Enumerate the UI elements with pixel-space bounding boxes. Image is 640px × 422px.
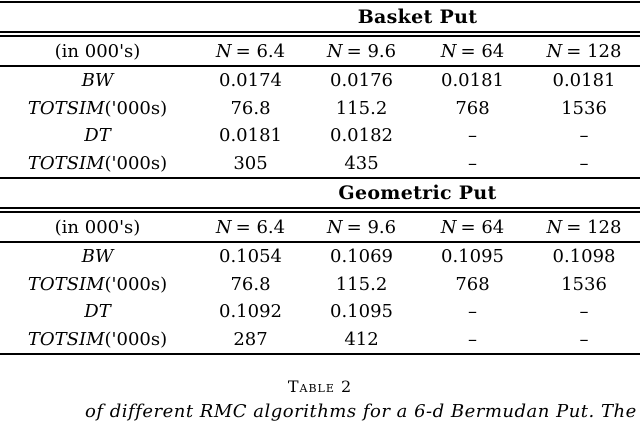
cell-value: 0.1092 bbox=[219, 301, 282, 323]
cell-value: 76.8 bbox=[230, 273, 271, 295]
section-geometric-title-row bbox=[0, 179, 640, 207]
table-row-totsim bbox=[0, 271, 640, 299]
cell-value: 115.2 bbox=[335, 97, 388, 119]
row-label-main: TOTSIM bbox=[27, 328, 105, 350]
cell-value: 0.1098 bbox=[552, 246, 616, 268]
table-row-dt bbox=[0, 122, 640, 150]
row-label bbox=[0, 329, 195, 350]
results-table bbox=[0, 1, 640, 355]
table-row-bw bbox=[0, 67, 640, 95]
column-header-var: N bbox=[440, 40, 457, 62]
cell-value: 115.2 bbox=[335, 273, 388, 295]
table-caption-label: Table 2 bbox=[287, 377, 353, 396]
column-header-eq: = 128 bbox=[566, 40, 622, 62]
table-caption-text: of different RMC algorithms for a 6-d Bermudan Put. The bbox=[85, 401, 637, 422]
column-header-eq: = 9.6 bbox=[346, 216, 397, 238]
column-header-eq: = 6.4 bbox=[235, 216, 286, 238]
column-header bbox=[417, 41, 528, 62]
cell-value: – bbox=[579, 152, 589, 174]
cell-value: 435 bbox=[344, 152, 379, 174]
cell-value: 287 bbox=[233, 328, 268, 350]
row-label bbox=[0, 301, 195, 322]
row-label bbox=[0, 70, 195, 91]
column-header-var: N bbox=[215, 40, 232, 62]
section-basket-title-row bbox=[0, 3, 640, 31]
column-header-var: N bbox=[326, 40, 343, 62]
cell-value: – bbox=[468, 328, 477, 350]
row-label-main: DT bbox=[84, 125, 111, 147]
cell-value: 412 bbox=[344, 328, 379, 350]
row-label-suffix: ('000s) bbox=[104, 152, 168, 174]
row-label-suffix: ('000s) bbox=[104, 273, 168, 295]
table-row-totsim bbox=[0, 326, 640, 354]
row-label bbox=[0, 125, 195, 146]
column-header-eq: = 9.6 bbox=[346, 40, 397, 62]
row-label-main: TOTSIM bbox=[27, 273, 105, 295]
cell-value: 0.0181 bbox=[441, 70, 504, 92]
cell-value: 0.0182 bbox=[330, 125, 393, 147]
cell-value: 1536 bbox=[561, 97, 607, 119]
column-header-eq: = 6.4 bbox=[235, 40, 286, 62]
column-header-eq: = 64 bbox=[460, 216, 505, 238]
cell-value: 1536 bbox=[561, 273, 607, 295]
column-header bbox=[528, 217, 640, 238]
cell-value: – bbox=[579, 328, 589, 350]
cell-value: 305 bbox=[233, 152, 268, 174]
row-label bbox=[0, 274, 195, 295]
cell-value: 0.0181 bbox=[219, 125, 282, 147]
cell-value: 0.0181 bbox=[552, 70, 616, 92]
column-header bbox=[195, 41, 306, 62]
cell-value: – bbox=[579, 301, 589, 323]
row-label-main: BW bbox=[81, 246, 114, 268]
column-header bbox=[195, 217, 306, 238]
cell-value: 0.0176 bbox=[330, 70, 393, 92]
table-row-bw bbox=[0, 243, 640, 271]
table-row-dt bbox=[0, 298, 640, 326]
section-title-basket: Basket Put bbox=[357, 6, 478, 28]
row-label-main: BW bbox=[81, 70, 114, 92]
cell-value: 0.0174 bbox=[219, 70, 282, 92]
cell-value: 0.1054 bbox=[219, 246, 282, 268]
cell-value: 768 bbox=[455, 273, 490, 295]
row-label bbox=[0, 246, 195, 267]
row-label-main: TOTSIM bbox=[27, 152, 105, 174]
cell-value: 0.1069 bbox=[330, 246, 393, 268]
cell-value: – bbox=[468, 125, 477, 147]
column-header-var: N bbox=[546, 40, 563, 62]
column-header-eq: = 128 bbox=[566, 216, 622, 238]
column-header-eq: = 64 bbox=[460, 40, 505, 62]
row-label-suffix: ('000s) bbox=[104, 97, 168, 119]
cell-value: 0.1095 bbox=[330, 301, 393, 323]
column-header bbox=[528, 41, 640, 62]
row-label bbox=[0, 153, 195, 174]
section-title-geometric: Geometric Put bbox=[338, 182, 497, 204]
row-label-suffix: ('000s) bbox=[104, 328, 168, 350]
cell-value: 0.1095 bbox=[441, 246, 504, 268]
cell-value: – bbox=[579, 125, 589, 147]
column-header-var: N bbox=[326, 216, 343, 238]
row-label-main: DT bbox=[84, 301, 111, 323]
column-header bbox=[417, 217, 528, 238]
cell-value: 768 bbox=[455, 97, 490, 119]
header-row-geometric bbox=[0, 213, 640, 241]
row-label-main: TOTSIM bbox=[27, 97, 105, 119]
cell-value: 76.8 bbox=[230, 97, 271, 119]
column-header-var: N bbox=[546, 216, 563, 238]
column-header-var: N bbox=[215, 216, 232, 238]
cell-value: – bbox=[468, 152, 477, 174]
cell-value: – bbox=[468, 301, 477, 323]
column-header-var: N bbox=[440, 216, 457, 238]
bottom-rule bbox=[0, 353, 640, 355]
table-row-totsim bbox=[0, 150, 640, 178]
row-label bbox=[0, 98, 195, 119]
units-label: (in 000's) bbox=[54, 216, 141, 238]
column-header bbox=[306, 41, 417, 62]
column-header bbox=[306, 217, 417, 238]
table-row-totsim bbox=[0, 95, 640, 123]
header-row-basket bbox=[0, 37, 640, 65]
units-label: (in 000's) bbox=[54, 40, 141, 62]
